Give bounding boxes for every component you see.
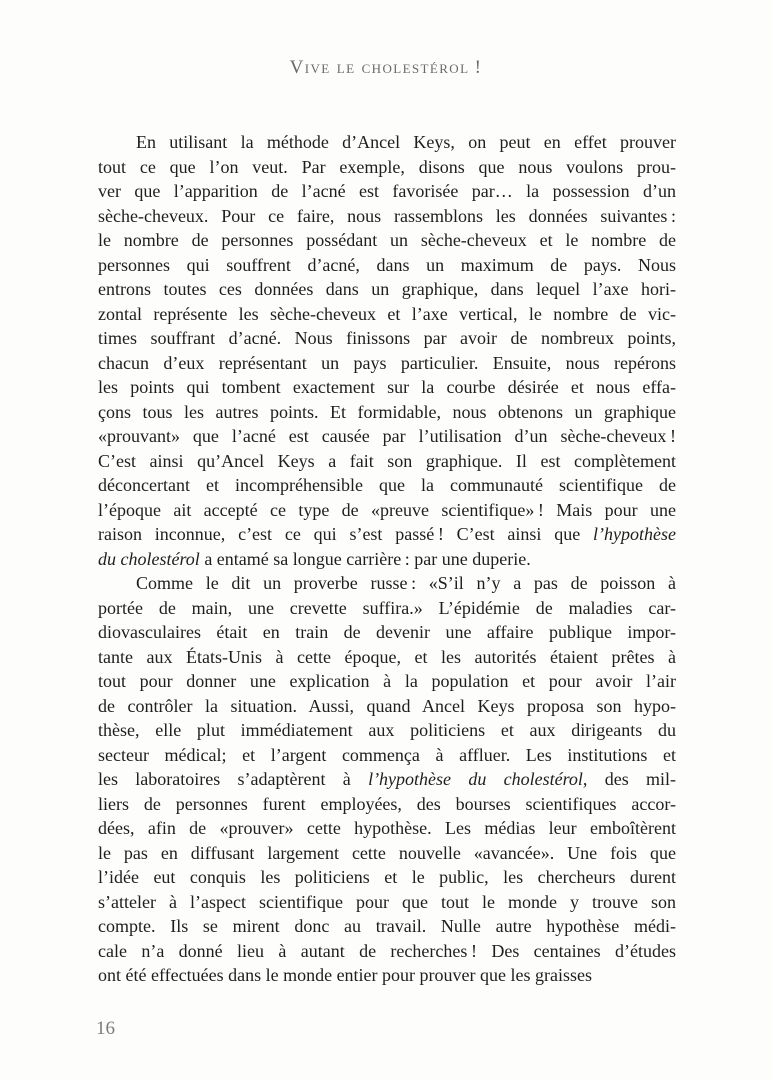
text-segment: , des mil- (582, 769, 676, 789)
text-line (98, 865, 676, 890)
text-segment: l’époque ait accepté ce type de «preuve scientifique» ! Mais pour une (98, 499, 676, 520)
page-number: 16 (96, 1018, 115, 1039)
text-line (98, 253, 676, 278)
italic-text-segment: l’hypothèse du cholestérol (368, 769, 583, 789)
text-line (98, 816, 676, 841)
text-line (98, 963, 676, 988)
text-segment: zontal représente les sèche-cheveux et l’axe vertical, le nombre de vic- (98, 303, 676, 324)
text-segment: entrons toutes ces données dans un graphique, dans lequel l’axe hori- (98, 279, 676, 299)
text-line (98, 351, 676, 376)
text-segment: les laboratoires s’adaptèrent à (98, 769, 369, 789)
text-segment: compte. Ils se mirent donc au travail. Nulle autre hypothèse médi- (98, 916, 676, 936)
text-segment: le pas en diffusant largement cette nouvelle «avancée». Une fois que (98, 842, 676, 863)
text-segment: tout pour donner une explication à la population et pour avoir l’air (98, 671, 676, 691)
text-segment: portée de main, une crevette suffira.» L’épidémie de maladies car- (98, 597, 676, 618)
text-segment: times souffrant d’acné. Nous finissons par avoir de nombreux points, (98, 328, 676, 348)
text-line (98, 130, 676, 155)
text-segment: diovasculaires était en train de devenir une affaire publique impor- (98, 622, 676, 642)
text-segment: a entamé sa longue carrière : par une duperie. (199, 548, 531, 569)
text-line (98, 400, 676, 425)
text-line (98, 694, 676, 719)
text-line (98, 473, 676, 498)
text-segment: dées, afin de «prouver» cette hypothèse. Les médias leur emboîtèrent (98, 818, 676, 838)
text-segment: «prouvant» que l’acné est causée par l’utilisation d’un sèche-cheveux ! (98, 426, 676, 446)
text-block (98, 130, 676, 988)
text-line (98, 743, 676, 768)
text-segment: cale n’a donné lieu à autant de recherches ! Des centaines d’études (98, 940, 676, 961)
text-segment: secteur médical; et l’argent commença à affluer. Les institutions et (98, 744, 676, 765)
text-line (98, 302, 676, 327)
text-line (98, 792, 676, 817)
text-segment: ont été effectuées dans le monde entier pour prouver que les graisses (98, 965, 592, 985)
text-line (98, 228, 676, 253)
text-line (98, 571, 676, 596)
text-line (98, 547, 676, 572)
text-line (98, 179, 676, 204)
text-line (98, 522, 676, 547)
text-line (98, 596, 676, 621)
text-line (98, 669, 676, 694)
text-line (98, 645, 676, 670)
text-line (98, 155, 676, 180)
text-line (98, 449, 676, 474)
text-segment: de contrôler la situation. Aussi, quand Ancel Keys proposa son hypo- (98, 695, 676, 716)
text-line (98, 914, 676, 939)
text-segment: C’est ainsi qu’Ancel Keys a fait son graphique. Il est complètement (98, 450, 676, 471)
text-segment: ver que l’apparition de l’acné est favorisée par… la possession d’un (98, 181, 676, 201)
text-line (98, 424, 676, 449)
text-line (98, 204, 676, 229)
italic-text-segment: l’hypothèse (593, 524, 676, 544)
text-line (98, 939, 676, 964)
text-segment: s’atteler à l’aspect scientifique pour que tout le monde y trouve son (98, 891, 676, 912)
text-segment: çons tous les autres points. Et formidable, nous obtenons un graphique (98, 401, 676, 422)
text-segment: l’idée eut conquis les politiciens et le public, les chercheurs durent (98, 867, 676, 887)
text-line (98, 841, 676, 866)
text-segment: En utilisant la méthode d’Ancel Keys, on peut en effet prouver (136, 132, 676, 152)
text-line (98, 767, 676, 792)
text-line (98, 277, 676, 302)
text-segment: les points qui tombent exactement sur la courbe désirée et nous effa- (98, 377, 676, 397)
text-segment: thèse, elle plut immédiatement aux politiciens et aux dirigeants du (98, 720, 676, 740)
text-segment: le nombre de personnes possédant un sèche-cheveux et le nombre de (98, 230, 676, 250)
text-segment: personnes qui souffrent d’acné, dans un maximum de pays. Nous (98, 254, 676, 275)
text-line (98, 375, 676, 400)
text-segment: déconcertant et incompréhensible que la communauté scientifique de (98, 475, 676, 495)
text-segment: chacun d’eux représentant un pays particulier. Ensuite, nous repérons (98, 352, 676, 373)
text-line (98, 890, 676, 915)
text-segment: tout ce que l’on veut. Par exemple, disons que nous voulons prou- (98, 156, 676, 177)
text-line (98, 620, 676, 645)
italic-text-segment: du cholestérol (98, 548, 200, 569)
text-line (98, 326, 676, 351)
text-segment: Comme le dit un proverbe russe : «S’il n’y a pas de poisson à (136, 573, 676, 593)
text-line (98, 498, 676, 523)
running-header: Vive le cholestérol ! (289, 57, 483, 78)
text-segment: sèche-cheveux. Pour ce faire, nous rassemblons les données suivantes : (98, 205, 676, 226)
text-segment: tante aux États-Unis à cette époque, et les autorités étaient prêtes à (98, 646, 676, 667)
text-segment: raison inconnue, c’est ce qui s’est passé ! C’est ainsi que (98, 524, 594, 544)
text-segment: liers de personnes furent employées, des bourses scientifiques accor- (98, 793, 676, 814)
text-line (98, 718, 676, 743)
